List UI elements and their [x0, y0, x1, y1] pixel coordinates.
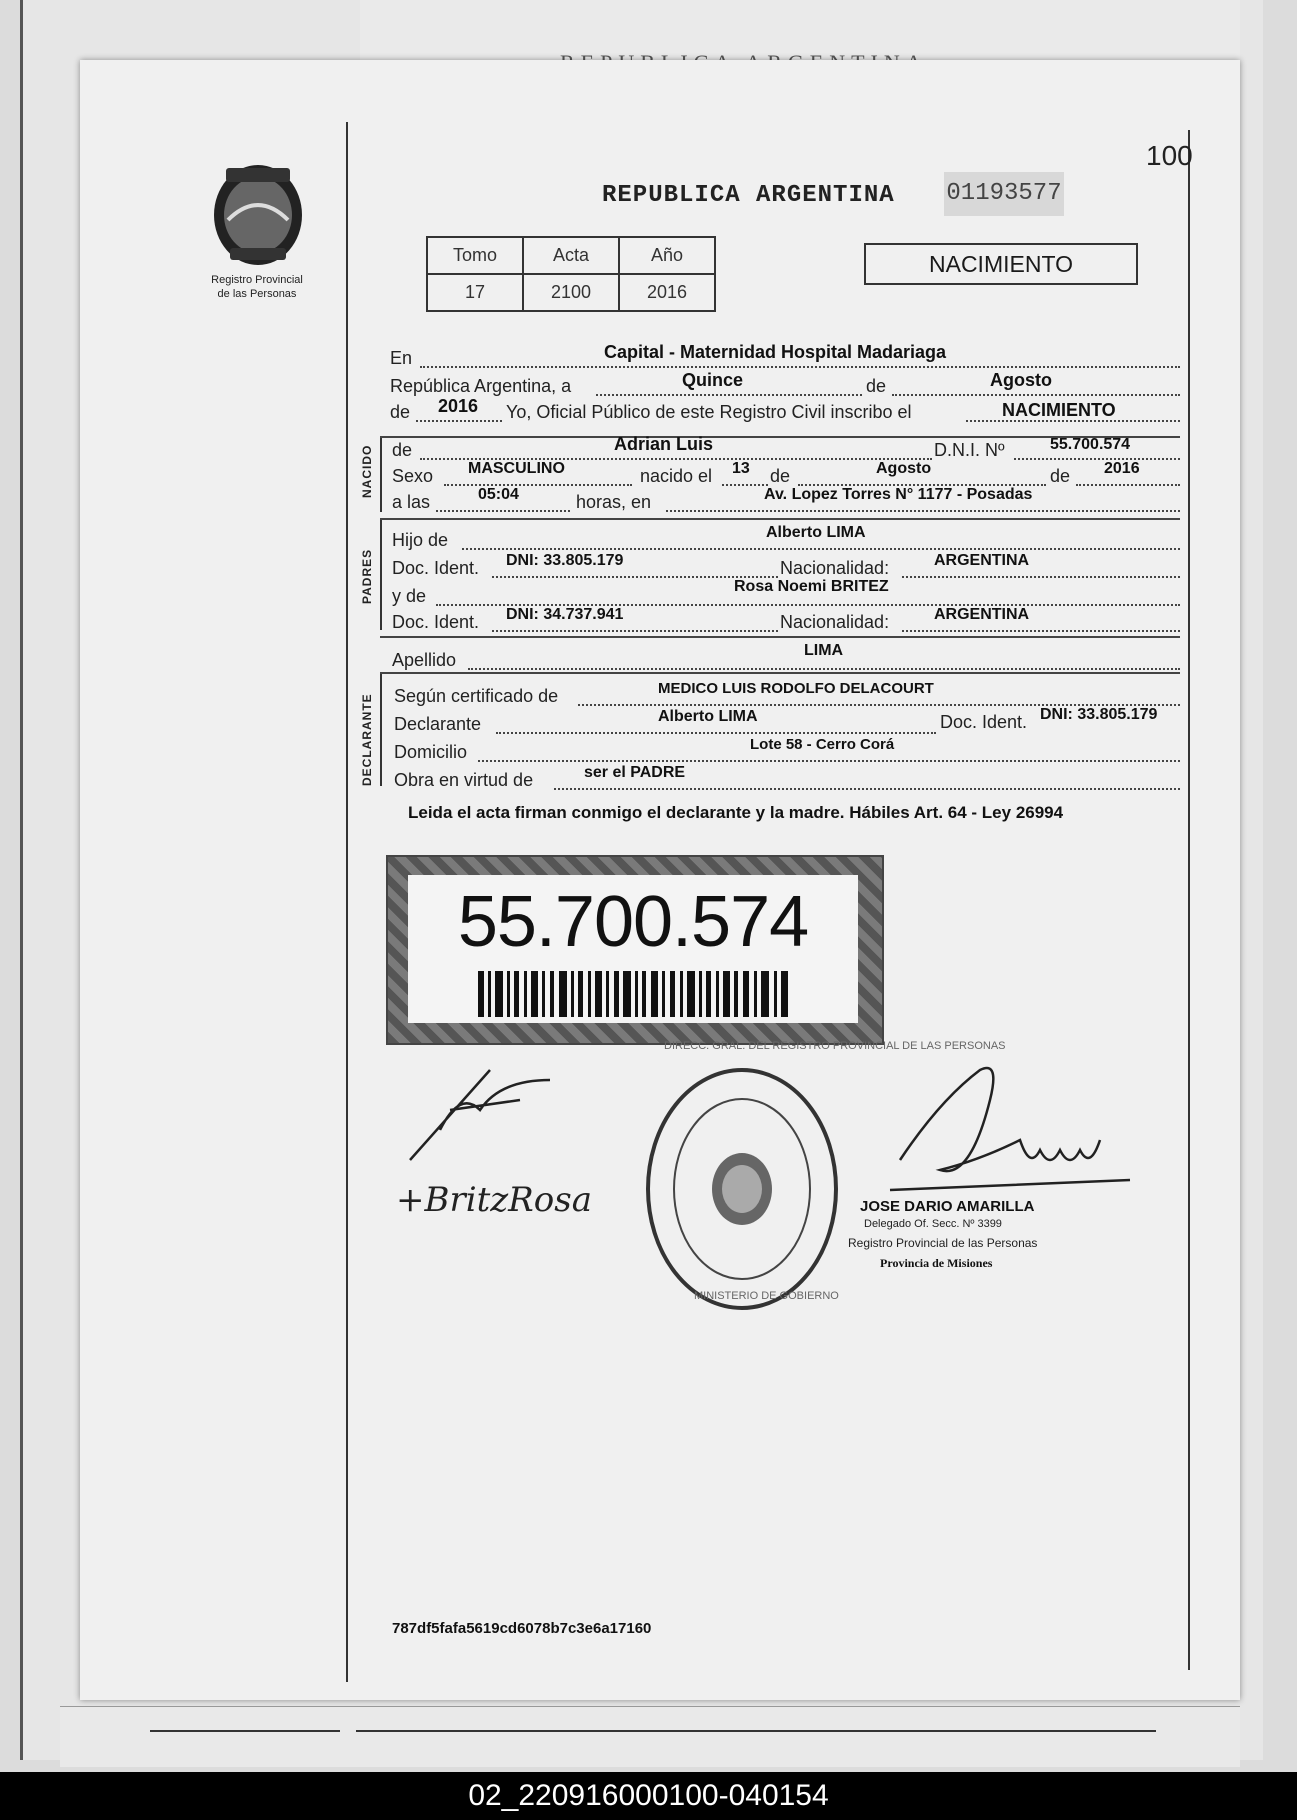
en-label: En	[390, 348, 413, 368]
section-divider	[380, 518, 1180, 520]
section-nacido: NACIDO	[360, 444, 374, 498]
seal-inner-text: MINISTERIO DE GOBIERNO	[694, 1290, 839, 1302]
day-value: Quince	[682, 370, 744, 390]
margin-rule	[346, 122, 348, 1682]
event-value: NACIMIENTO	[1002, 400, 1116, 420]
de-label-year: de	[390, 402, 411, 422]
year-value: 2016	[438, 396, 479, 416]
section-divider	[380, 672, 1180, 674]
obra-label: Obra en virtud de	[394, 770, 534, 790]
mother-name: Rosa Noemi BRITEZ	[734, 578, 889, 595]
dotted-line	[722, 484, 768, 486]
official-text: Yo, Oficial Público de este Registro Civil inscribo el	[506, 402, 912, 422]
section-padres: PADRES	[360, 548, 374, 604]
apellido-value: LIMA	[804, 642, 844, 659]
dotted-line	[496, 732, 936, 734]
mother-doc: DNI: 34.737.941	[506, 606, 624, 623]
official-org: Registro Provincial de las Personas	[848, 1236, 1038, 1250]
dotted-line	[478, 760, 1180, 762]
de-label-2: de	[770, 466, 791, 486]
nac-label-mother: Nacionalidad:	[780, 612, 890, 632]
doc-label-mother: Doc. Ident.	[392, 612, 480, 632]
birth-year: 2016	[1104, 460, 1140, 477]
section-rule	[380, 520, 382, 630]
de-label-3: de	[1050, 466, 1071, 486]
sexo-label: Sexo	[392, 466, 434, 486]
domicilio-label: Domicilio	[394, 742, 468, 762]
record-table	[426, 236, 716, 312]
father-signature-icon	[400, 1050, 560, 1170]
record-value-acta: 2100	[523, 274, 619, 311]
obra-value: ser el PADRE	[584, 764, 686, 781]
declarante-label: Declarante	[394, 714, 482, 734]
record-header-acta: Acta	[523, 237, 619, 274]
record-type-box: NACIMIENTO	[864, 243, 1138, 285]
file-id: 02_220916000100-040154	[468, 1779, 829, 1812]
dotted-line	[554, 788, 1180, 790]
dotted-line	[436, 510, 570, 512]
month-value: Agosto	[990, 370, 1052, 390]
dni-label: D.N.I. Nº	[934, 440, 1005, 460]
official-seal-icon	[644, 1066, 840, 1312]
dotted-line	[444, 484, 632, 486]
record-value-ano: 2016	[619, 274, 715, 311]
child-dni: 55.700.574	[1050, 436, 1131, 453]
logo-caption-line1: Registro Provincial	[211, 274, 303, 286]
official-signature-icon	[880, 1060, 1140, 1220]
serial-number: 01193577	[944, 172, 1064, 216]
father-nationality: ARGENTINA	[934, 552, 1030, 569]
dotted-line	[1076, 484, 1180, 486]
section-rule	[380, 674, 382, 786]
dotted-line	[596, 394, 862, 396]
birth-month: Agosto	[876, 460, 932, 477]
barcode-icon	[478, 971, 788, 1017]
bottom-rule	[150, 1730, 340, 1732]
dotted-line	[1014, 458, 1180, 460]
dotted-line	[468, 668, 1180, 670]
official-province: Provincia de Misiones	[880, 1256, 993, 1270]
father-name: Alberto LIMA	[766, 524, 866, 541]
yde-label: y de	[392, 586, 427, 606]
bottom-strip	[60, 1706, 1240, 1767]
apellido-label: Apellido	[392, 650, 457, 670]
record-header-tomo: Tomo	[427, 237, 523, 274]
a-las-label: a las	[392, 492, 431, 512]
dotted-line	[492, 630, 778, 632]
section-divider	[380, 636, 1180, 638]
cert-value: MEDICO LUIS RODOLFO DELACOURT	[658, 680, 934, 697]
doc-label-father: Doc. Ident.	[392, 558, 480, 578]
section-declarante: DECLARANTE	[360, 693, 374, 786]
record-header-ano: Año	[619, 237, 715, 274]
official-role: Delegado Of. Secc. Nº 3399	[864, 1218, 1002, 1230]
domicilio-value: Lote 58 - Cerro Corá	[750, 736, 895, 753]
doc-label-declarante: Doc. Ident.	[940, 712, 1028, 732]
republic-label: República Argentina, a	[390, 376, 572, 396]
barcode-number: 55.700.574	[457, 882, 809, 962]
header-title: REPUBLICA ARGENTINA	[602, 182, 895, 209]
dotted-line	[892, 394, 1180, 396]
dotted-line	[420, 366, 1180, 368]
document-hash: 787df5fafa5619cd6078b7c3e6a17160	[392, 1620, 652, 1637]
mother-nationality: ARGENTINA	[934, 606, 1030, 623]
father-doc: DNI: 33.805.179	[506, 552, 624, 569]
right-rule	[1188, 130, 1190, 1670]
dotted-line	[462, 548, 1180, 550]
mother-signature: +BritzRosa	[396, 1180, 592, 1220]
dotted-line	[902, 576, 1180, 578]
de-label: de	[866, 376, 887, 396]
child-name: Adrian Luis	[614, 434, 714, 454]
declarante-value: Alberto LIMA	[658, 708, 758, 725]
declarante-doc: DNI: 33.805.179	[1040, 706, 1158, 723]
cert-label: Según certificado de	[394, 686, 559, 706]
logo-caption-line2: de las Personas	[217, 288, 297, 300]
nacido-de-label: de	[392, 440, 413, 460]
birth-day: 13	[732, 460, 750, 477]
nac-label-father: Nacionalidad:	[780, 558, 890, 578]
hijo-label: Hijo de	[392, 530, 449, 550]
seal-text: DIRECC. GRAL. DEL REGISTRO PROVINCIAL DE LAS PERSONAS	[664, 1040, 1006, 1052]
birth-time: 05:04	[478, 486, 519, 503]
barcode-sticker	[386, 855, 884, 1045]
bottom-rule	[356, 1730, 1156, 1732]
dotted-line	[416, 420, 502, 422]
record-value-tomo: 17	[427, 274, 523, 311]
province-shield-icon	[208, 160, 308, 270]
official-name: JOSE DARIO AMARILLA	[860, 1198, 1035, 1215]
sexo-value: MASCULINO	[468, 460, 565, 477]
legal-note: Leida el acta firman conmigo el declarante y la madre. Hábiles Art. 64 - Ley 26994	[408, 803, 1064, 822]
page-number: 100	[1146, 140, 1193, 171]
section-rule	[380, 436, 382, 512]
dotted-line	[666, 510, 1180, 512]
nacido-el-label: nacido el	[640, 466, 713, 486]
place-value: Capital - Maternidad Hospital Madariaga	[604, 342, 947, 362]
horas-label: horas, en	[576, 492, 652, 512]
birth-address: Av. Lopez Torres N° 1177 - Posadas	[764, 486, 1033, 503]
dotted-line	[902, 630, 1180, 632]
barcode-label	[408, 875, 858, 1023]
